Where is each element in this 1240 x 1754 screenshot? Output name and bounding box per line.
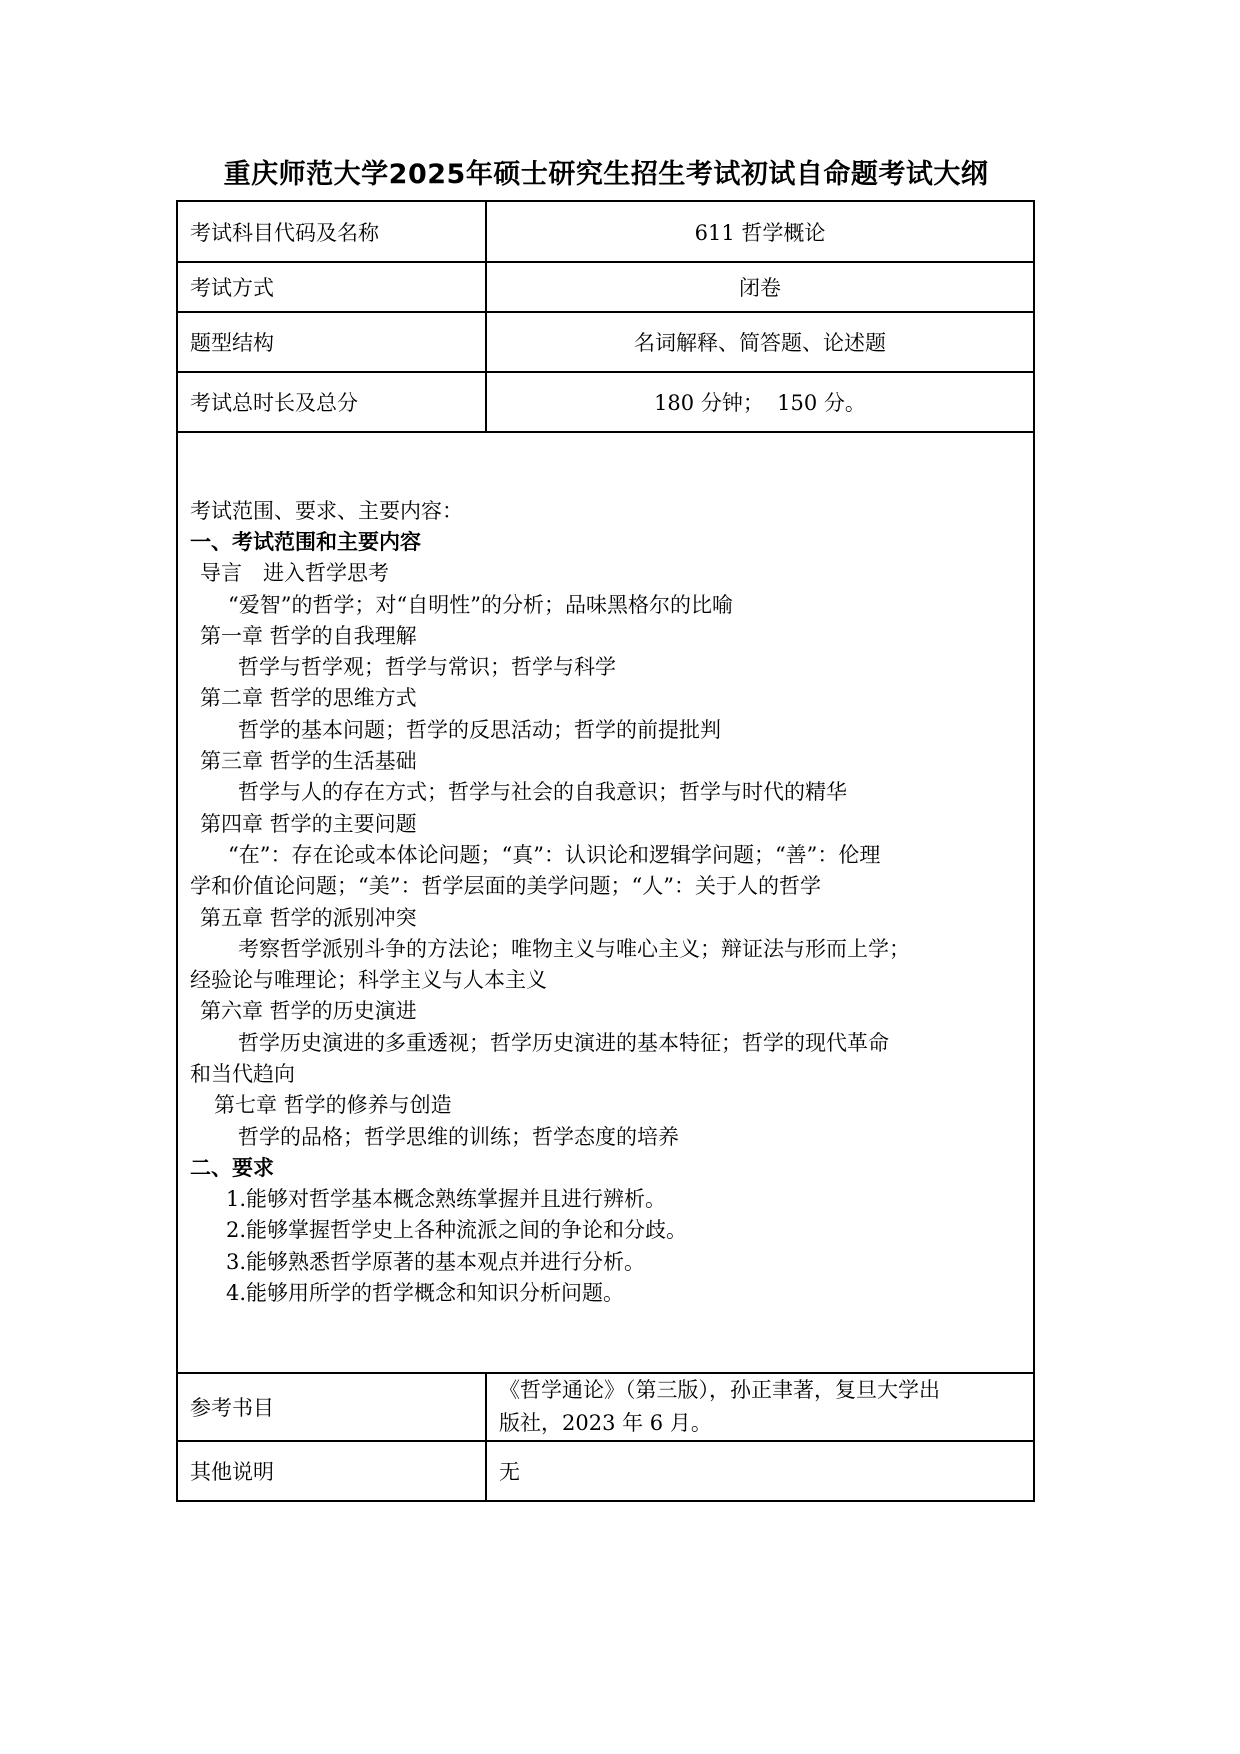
requirement-item: 2.能够掌握哲学史上各种流派之间的争论和分歧。: [226, 1218, 688, 1243]
question-types-value: 名词解释、简答题、论述题: [486, 312, 1034, 372]
content-heading: 考试范围、要求、主要内容：: [190, 498, 463, 523]
reference-value: [486, 1373, 1034, 1441]
chapter-detail: “在”：存在论或本体论问题；“真”：认识论和逻辑学问题；“善”：伦理: [228, 842, 881, 867]
exam-mode-label: 考试方式: [177, 262, 486, 312]
chapter-detail: 哲学的基本问题；哲学的反思活动；哲学的前提批判: [238, 717, 721, 742]
requirement-item: 4.能够用所学的哲学概念和知识分析问题。: [226, 1281, 625, 1306]
other-value: 无: [486, 1441, 1034, 1501]
exam-mode-value: 闭卷: [486, 262, 1034, 312]
table-row-question-types: [177, 312, 1034, 372]
table-row-duration-score: [177, 372, 1034, 432]
other-label: 其他说明: [177, 1441, 486, 1501]
section-2-title: 二、要求: [190, 1155, 274, 1180]
table-row-exam-mode: [177, 262, 1034, 312]
duration-score-label: 考试总时长及总分: [177, 372, 486, 432]
subject-value: 611 哲学概论: [486, 201, 1034, 262]
table-row-other: [177, 1441, 1034, 1501]
chapter-detail-continued: 和当代趋向: [190, 1061, 295, 1086]
reference-line-2: 版社，2023 年 6 月。: [499, 1411, 712, 1435]
subject-label: 考试科目代码及名称: [177, 201, 486, 262]
chapter-title: 第七章 哲学的修养与创造: [214, 1093, 452, 1118]
content-cell: [177, 432, 1034, 1373]
chapter-title: 第一章 哲学的自我理解: [200, 623, 417, 648]
exam-outline-table: [176, 200, 1035, 1502]
table-row-reference: [177, 1373, 1034, 1441]
table-row-subject: [177, 201, 1034, 262]
duration-score-value: 180 分钟； 150 分。: [486, 372, 1034, 432]
chapter-title: 第六章 哲学的历史演进: [200, 999, 417, 1024]
chapter-title: 第五章 哲学的派别冲突: [200, 905, 417, 930]
chapter-detail-continued: 学和价值论问题；“美”：哲学层面的美学问题；“人”：关于人的哲学: [190, 874, 821, 899]
chapter-title: 第二章 哲学的思维方式: [200, 686, 417, 711]
requirement-item: 1.能够对哲学基本概念熟练掌握并且进行辨析。: [226, 1187, 667, 1212]
reference-label: 参考书目: [177, 1373, 486, 1441]
page-title: 重庆师范大学2025年硕士研究生招生考试初试自命题考试大纲: [223, 159, 989, 190]
chapter-detail: 考察哲学派别斗争的方法论；唯物主义与唯心主义；辩证法与形而上学；: [238, 936, 910, 961]
chapter-title: 第三章 哲学的生活基础: [200, 749, 417, 774]
chapter-title: 导言 进入哲学思考: [200, 561, 389, 586]
section-1-title: 一、考试范围和主要内容: [190, 529, 421, 554]
reference-line-1: 《哲学通论》（第三版），孙正聿著，复旦大学出: [499, 1378, 940, 1402]
chapter-detail: 哲学历史演进的多重透视；哲学历史演进的基本特征；哲学的现代革命: [238, 1030, 889, 1055]
chapter-detail-continued: 经验论与唯理论；科学主义与人本主义: [190, 968, 547, 993]
requirement-item: 3.能够熟悉哲学原著的基本观点并进行分析。: [226, 1249, 646, 1274]
question-types-label: 题型结构: [177, 312, 486, 372]
chapter-title: 第四章 哲学的主要问题: [200, 811, 417, 836]
chapter-detail: 哲学与哲学观；哲学与常识；哲学与科学: [238, 655, 616, 680]
chapter-detail: 哲学与人的存在方式；哲学与社会的自我意识；哲学与时代的精华: [238, 780, 847, 805]
chapter-detail: “爱智”的哲学；对“自明性”的分析；品味黑格尔的比喻: [228, 592, 733, 617]
table-row-content: [177, 432, 1034, 1373]
chapter-detail: 哲学的品格；哲学思维的训练；哲学态度的培养: [238, 1124, 679, 1149]
